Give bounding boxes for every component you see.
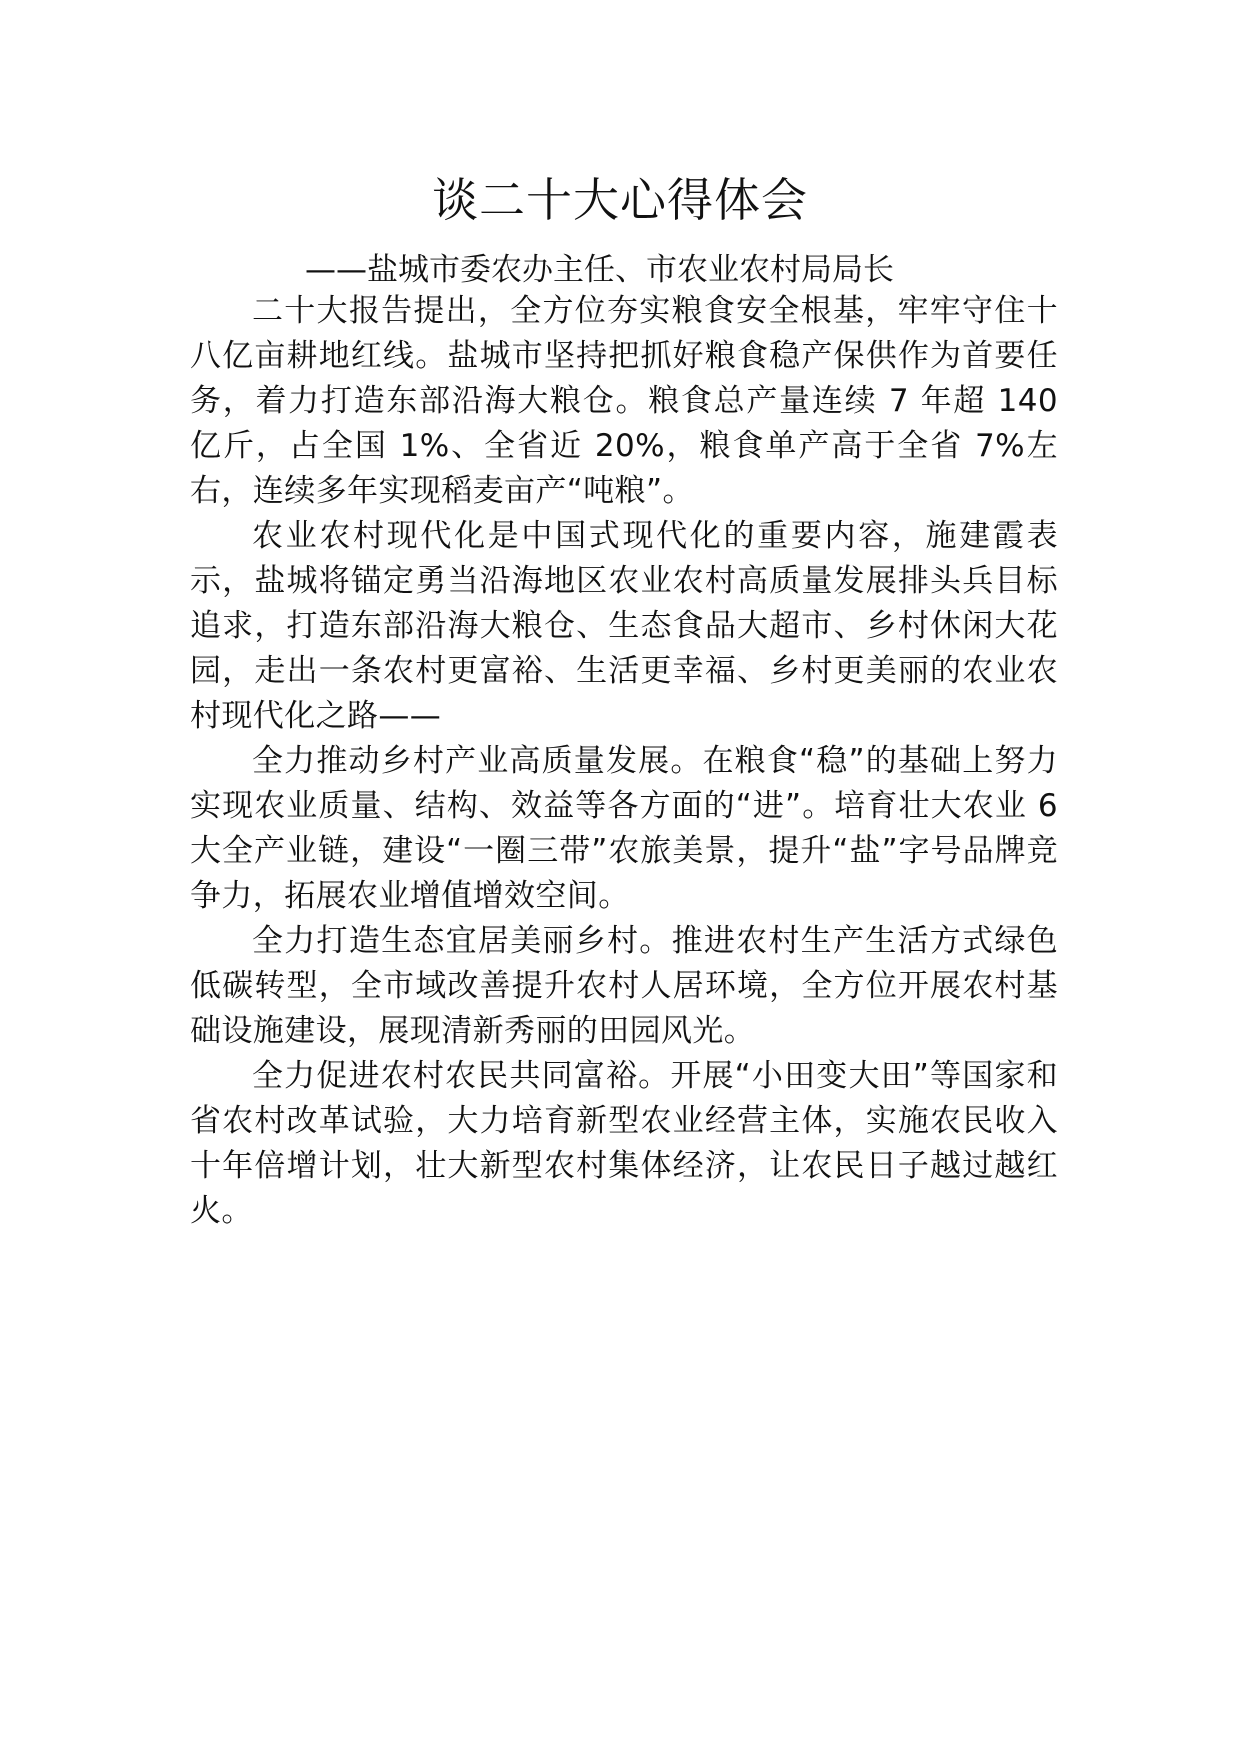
document-title: 谈二十大心得体会 (432, 173, 808, 227)
document-subtitle: ——盐城市委农办主任、市农业农村局局长 (305, 252, 894, 288)
body-paragraph: 农业农村现代化是中国式现代化的重要内容，施建霞表示，盐城将锚定勇当沿海地区农业农村高质量发展排头兵目标追求，打造东部沿海大粮仓、生态食品大超市、乡村休闲大花园，走出一条农村更富裕、生活更幸福、乡村更美丽的农业农村现代化之路—— (190, 518, 1058, 734)
body-paragraph: 全力推动乡村产业高质量发展。在粮食“稳”的基础上努力实现农业质量、结构、效益等各方面的“进”。培育壮大农业 6 大全产业链，建设“一圈三带”农旅美景，提升“盐”字号品牌竞争力，拓展农业增值增效空间。 (190, 743, 1058, 914)
body-paragraph: 全力打造生态宜居美丽乡村。推进农村生产生活方式绿色低碳转型，全市域改善提升农村人居环境，全方位开展农村基础设施建设，展现清新秀丽的田园风光。 (190, 923, 1058, 1049)
document-body (190, 289, 1058, 1234)
body-paragraph: 二十大报告提出，全方位夯实粮食安全根基，牢牢守住十八亿亩耕地红线。盐城市坚持把抓好粮食稳产保供作为首要任务，着力打造东部沿海大粮仓。粮食总产量连续 7 年超 140 亿斤，占全国 1%、全省近 20%，粮食单产高于全省 7%左右，连续多年实现稻麦亩产“吨粮”。 (190, 293, 1058, 509)
body-paragraph: 全力促进农村农民共同富裕。开展“小田变大田”等国家和省农村改革试验，大力培育新型农业经营主体，实施农民收入十年倍增计划，壮大新型农村集体经济，让农民日子越过越红火。 (190, 1058, 1058, 1229)
